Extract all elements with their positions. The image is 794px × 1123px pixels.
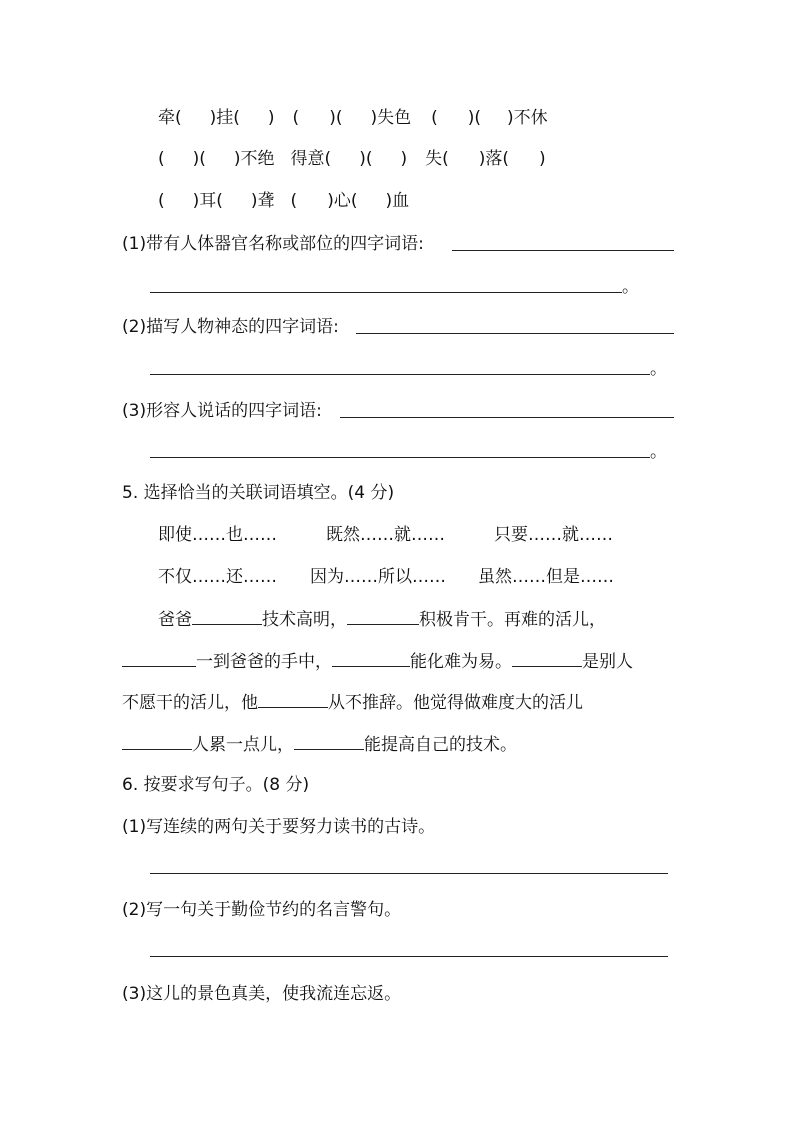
conjunction-option: 即使……也…… [158,525,277,545]
idiom-text: ( [158,191,165,211]
fill-blank[interactable] [512,650,582,667]
question-6-title: 6. 按要求写句子。(8 分) [122,775,310,795]
idiom-text: )失色 [370,108,412,128]
idiom-text: )耳( [192,191,223,211]
conjunction-option: 因为……所以…… [310,567,446,587]
fill-blank[interactable] [192,608,262,625]
fill-blank[interactable] [122,650,196,667]
sub-question-1: (1)带有人体器官名称或部位的四字词语: [122,234,424,254]
idiom-text: )( [467,108,481,128]
idiom-row-3 [158,190,409,212]
answer-line[interactable] [150,292,622,293]
answer-line[interactable] [150,956,668,957]
answer-line[interactable] [452,250,674,251]
idiom-text: ( [158,149,165,169]
passage-text: 是别人 [582,652,633,672]
passage-text: 能化难为易。 [410,652,512,672]
fill-blank[interactable] [347,608,419,625]
passage-line-3 [122,691,583,714]
passage-text: 积极肯干。再难的活儿， [419,610,606,630]
idiom-text: )( [329,108,343,128]
answer-line[interactable] [356,333,674,334]
answer-line[interactable] [150,873,668,874]
fill-blank[interactable] [122,733,192,750]
idiom-text: )不休 [507,108,548,128]
passage-line-4 [122,733,517,756]
idiom-text: ) [400,149,408,169]
idiom-text: )心( [327,191,358,211]
idiom-text: 失( [425,149,449,169]
sentence-end: 。 [650,359,667,379]
sub-question-2: (2)描写人物神态的四字词语: [122,317,339,337]
idiom-row-1 [158,107,548,129]
answer-line[interactable] [150,374,650,375]
q6-subquestion-2: (2)写一句关于勤俭节约的名言警句。 [122,900,402,920]
passage-text: 不愿干的活儿，他 [122,693,258,713]
answer-line[interactable] [150,457,650,458]
idiom-text: )血 [385,191,410,211]
passage-text: 从不推辞。他觉得做难度大的活儿 [328,693,583,713]
idiom-text: )( [192,149,206,169]
conjunction-option: 不仅……还…… [158,567,277,587]
idiom-text: )挂( [209,108,240,128]
conjunction-option: 既然……就…… [326,525,445,545]
idiom-text: ( [292,108,300,128]
passage-text: 技术高明， [262,610,347,630]
fill-blank[interactable] [258,691,328,708]
idiom-text: ) [539,149,546,169]
idiom-text: ( [290,191,298,211]
sub-question-3: (3)形容人说话的四字词语: [122,401,322,421]
passage-text: 人累一点儿， [192,735,294,755]
fill-blank[interactable] [294,733,364,750]
conjunction-option: 虽然……但是…… [478,567,614,587]
conjunction-option: 只要……就…… [494,525,613,545]
idiom-row-2 [158,148,546,170]
q6-subquestion-3: (3)这儿的景色真美，使我流连忘返。 [122,984,402,1004]
passage-line-2 [122,650,633,673]
idiom-text: )聋 [250,191,275,211]
passage-text: 爸爸 [158,610,192,630]
idiom-text: )( [359,149,373,169]
passage-line-1 [158,608,606,631]
idiom-text: ( [431,108,438,128]
idiom-text: 牵( [158,108,182,128]
idiom-text: )落( [478,149,509,169]
sentence-end: 。 [622,277,639,297]
answer-line[interactable] [340,417,674,418]
idiom-text: ) [267,108,275,128]
passage-text: 能提高自己的技术。 [364,735,517,755]
fill-blank[interactable] [332,650,410,667]
idiom-text: )不绝 [233,149,275,169]
q6-subquestion-1: (1)写连续的两句关于要努力读书的古诗。 [122,817,436,837]
question-5-title: 5. 选择恰当的关联词语填空。(4 分) [122,483,395,503]
sentence-end: 。 [650,442,667,462]
passage-text: 一到爸爸的手中， [196,652,332,672]
idiom-text: 得意( [290,149,332,169]
